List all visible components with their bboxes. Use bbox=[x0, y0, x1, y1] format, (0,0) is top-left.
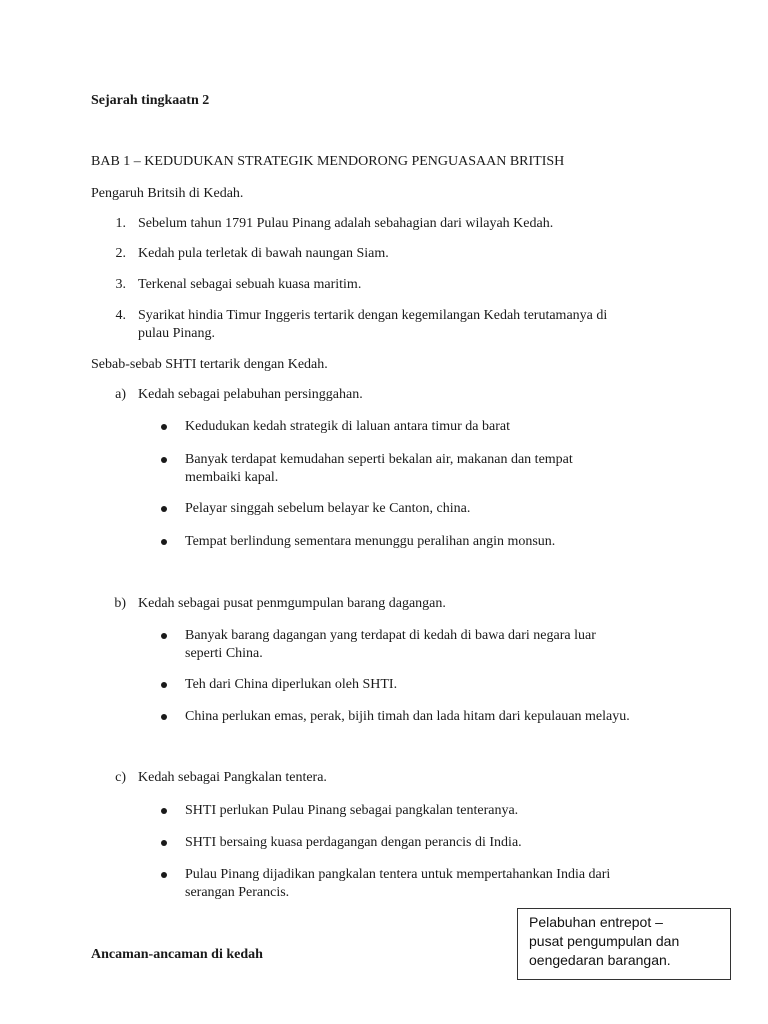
section-letter: c) bbox=[115, 770, 126, 785]
chapter-heading: BAB 1 – KEDUDUKAN STRATEGIK MENDORONG PENGUASAAN BRITISH bbox=[91, 154, 565, 169]
bullet-icon bbox=[161, 840, 167, 846]
bullet-text: SHTI bersaing kuasa perdagangan dengan perancis di India. bbox=[185, 835, 522, 850]
bullet-text: Tempat berlindung sementara menunggu peralihan angin monsun. bbox=[185, 534, 556, 549]
bullet-icon bbox=[161, 539, 167, 545]
list-item-text: Syarikat hindia Timur Inggeris tertarik dengan kegemilangan Kedah terutamanya di bbox=[138, 308, 608, 323]
bullet-text: membaiki kapal. bbox=[185, 470, 279, 485]
section-title: Kedah sebagai Pangkalan tentera. bbox=[138, 770, 327, 785]
bullet-icon bbox=[161, 633, 167, 639]
callout-line: oengedaran barangan. bbox=[529, 952, 671, 968]
callout-line: Pelabuhan entrepot – bbox=[529, 914, 663, 930]
list-item-text: Sebelum tahun 1791 Pulau Pinang adalah sebahagian dari wilayah Kedah. bbox=[138, 216, 554, 231]
callout-line: pusat pengumpulan dan bbox=[529, 933, 680, 949]
section-title: Kedah sebagai pelabuhan persinggahan. bbox=[138, 387, 363, 402]
document-title: Sejarah tingkaatn 2 bbox=[91, 93, 210, 108]
bullet-text: Banyak terdapat kemudahan seperti bekalan air, makanan dan tempat bbox=[185, 452, 573, 467]
bullet-text: Teh dari China diperlukan oleh SHTI. bbox=[185, 677, 398, 692]
bullet-icon bbox=[161, 506, 167, 512]
threats-heading: Ancaman-ancaman di kedah bbox=[91, 947, 263, 962]
influence-heading: Pengaruh Britsih di Kedah. bbox=[91, 186, 244, 201]
list-number: 2. bbox=[115, 246, 126, 261]
reasons-heading: Sebab-sebab SHTI tertarik dengan Kedah. bbox=[91, 357, 328, 372]
bullet-text: Pulau Pinang dijadikan pangkalan tentera untuk mempertahankan India dari bbox=[185, 867, 611, 882]
list-number: 1. bbox=[115, 216, 126, 231]
bullet-icon bbox=[161, 872, 167, 878]
list-item-text: pulau Pinang. bbox=[138, 326, 215, 341]
bullet-text: serangan Perancis. bbox=[185, 885, 290, 900]
list-item-text: Kedah pula terletak di bawah naungan Siam. bbox=[138, 246, 389, 261]
list-number: 3. bbox=[115, 277, 126, 292]
callout-box bbox=[517, 908, 731, 980]
list-number: 4. bbox=[115, 308, 126, 323]
bullet-text: seperti China. bbox=[185, 646, 263, 661]
section-letter: b) bbox=[114, 596, 126, 611]
bullet-text: SHTI perlukan Pulau Pinang sebagai pangkalan tenteranya. bbox=[185, 803, 519, 818]
bullet-icon bbox=[161, 714, 167, 720]
bullet-text: Kedudukan kedah strategik di laluan antara timur da barat bbox=[185, 419, 510, 434]
bullet-text: Pelayar singgah sebelum belayar ke Canton, china. bbox=[185, 501, 471, 516]
section-letter: a) bbox=[115, 387, 126, 402]
bullet-text: Banyak barang dagangan yang terdapat di kedah di bawa dari negara luar bbox=[185, 628, 596, 643]
bullet-icon bbox=[161, 457, 167, 463]
list-item-text: Terkenal sebagai sebuah kuasa maritim. bbox=[138, 277, 362, 292]
bullet-icon bbox=[161, 424, 167, 430]
bullet-icon bbox=[161, 682, 167, 688]
bullet-icon bbox=[161, 808, 167, 814]
bullet-text: China perlukan emas, perak, bijih timah dan lada hitam dari kepulauan melayu. bbox=[185, 709, 630, 724]
section-title: Kedah sebagai pusat penmgumpulan barang dagangan. bbox=[138, 596, 446, 611]
